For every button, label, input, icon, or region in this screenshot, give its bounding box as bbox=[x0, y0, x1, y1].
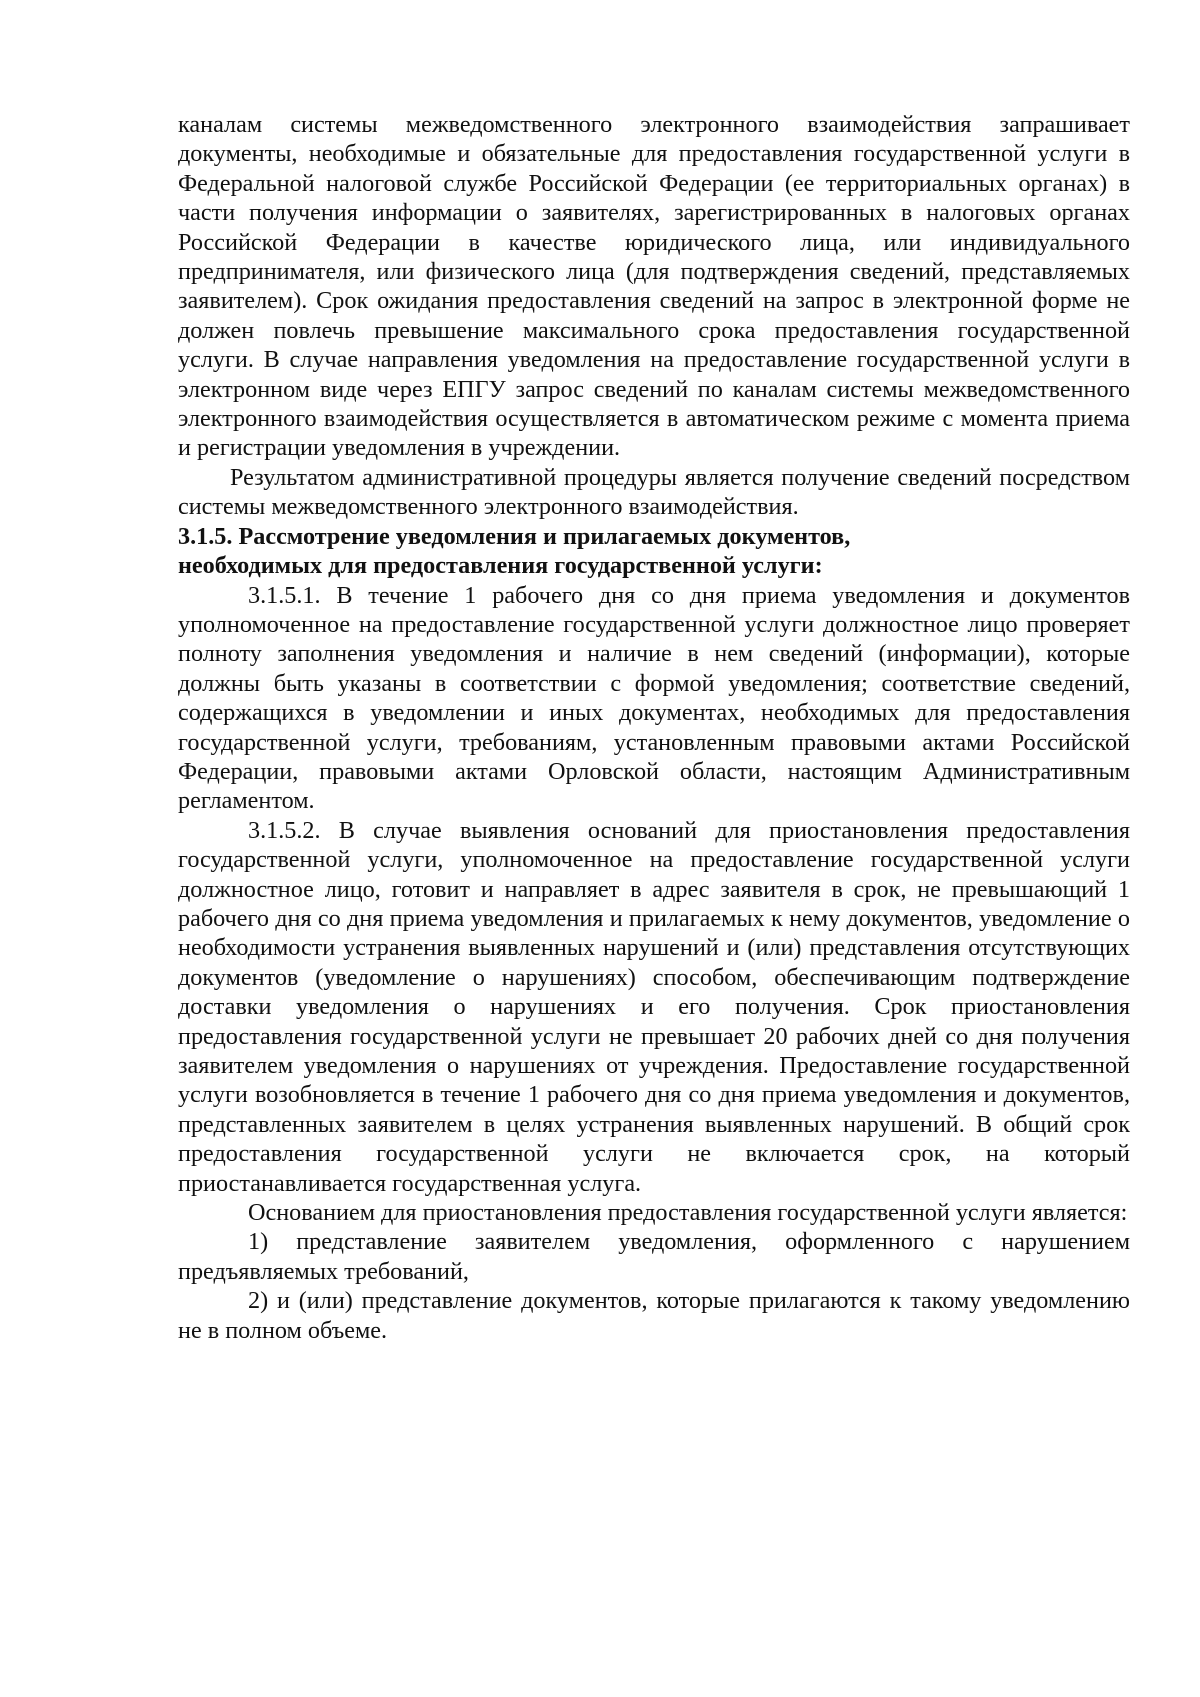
document-body bbox=[178, 110, 1130, 1345]
paragraph-3-1-5-2: 3.1.5.2. В случае выявления оснований для приостановления предоставления государственной услуги, уполномоченное на предоставление государственной услуги должностное лицо, готовит и направляет в адрес заявителя в срок, не превышающий 1 рабочего дня со дня приема уведомления и прилагаемых к нему документов, уведомление о необходимости устранения выявленных нарушений и (или) представления отсутствующих документов (уведомление о нарушениях) способом, обеспечивающим подтверждение доставки уведомления о нарушениях и его получения. Срок приостановления предоставления государственной услуги не превышает 20 рабочих дней со дня получения заявителем уведомления о нарушениях от учреждения. Предоставление государственной услуги возобновляется в течение 1 рабочего дня со дня приема уведомления и документов, представленных заявителем в целях устранения выявленных нарушений. В общий срок предоставления государственной услуги не включается срок, на который приостанавливается государственная услуга. bbox=[178, 816, 1130, 1197]
paragraph-interagency-request: каналам системы межведомственного электронного взаимодействия запрашивает документы, необходимые и обязательные для предоставления государственной услуги в Федеральной налоговой службе Российской Федерации (ее территориальных органах) в части получения информации о заявителях, зарегистрированных в налоговых органах Российской Федерации в качестве юридического лица, или индивидуального предпринимателя, или физического лица (для подтверждения сведений, представляемых заявителем). Срок ожидания предоставления сведений на запрос в электронной форме не должен повлечь превышение максимального срока предоставления государственной услуги. В случае направления уведомления на предоставление государственной услуги в электронном виде через ЕПГУ запрос сведений по каналам системы межведомственного электронного взаимодействия осуществляется в автоматическом режиме с момента приема и регистрации уведомления в учреждении. bbox=[178, 111, 1130, 462]
list-item-2: 2) и (или) представление документов, которые прилагаются к такому уведомлению не в полном объеме. bbox=[178, 1287, 1130, 1344]
paragraph-procedure-result: Результатом административной процедуры является получение сведений посредством системы межведомственного электронного взаимодействия. bbox=[178, 463, 1130, 521]
paragraph-suspension-grounds: Основанием для приостановления предоставления государственной услуги является: bbox=[248, 1199, 1128, 1227]
list-item-1: 1) представление заявителем уведомления, оформленного с нарушением предъявляемых требований, bbox=[178, 1228, 1130, 1285]
section-heading-line-1: 3.1.5. Рассмотрение уведомления и прилагаемых документов, bbox=[178, 522, 851, 550]
section-heading-line-2: необходимых для предоставления государственной услуги: bbox=[178, 552, 823, 580]
paragraph-3-1-5-1: 3.1.5.1. В течение 1 рабочего дня со дня приема уведомления и документов уполномоченное на предоставление государственной услуги должностное лицо проверяет полноту заполнения уведомления и наличие в нем сведений (информации), которые должны быть указаны в соответствии с формой уведомления; соответствие сведений, содержащихся в уведомлении и иных документах, необходимых для предоставления государственной услуги, требованиям, установленным правовыми актами Российской Федерации, правовыми актами Орловской области, настоящим Административным регламентом. bbox=[178, 581, 1130, 815]
